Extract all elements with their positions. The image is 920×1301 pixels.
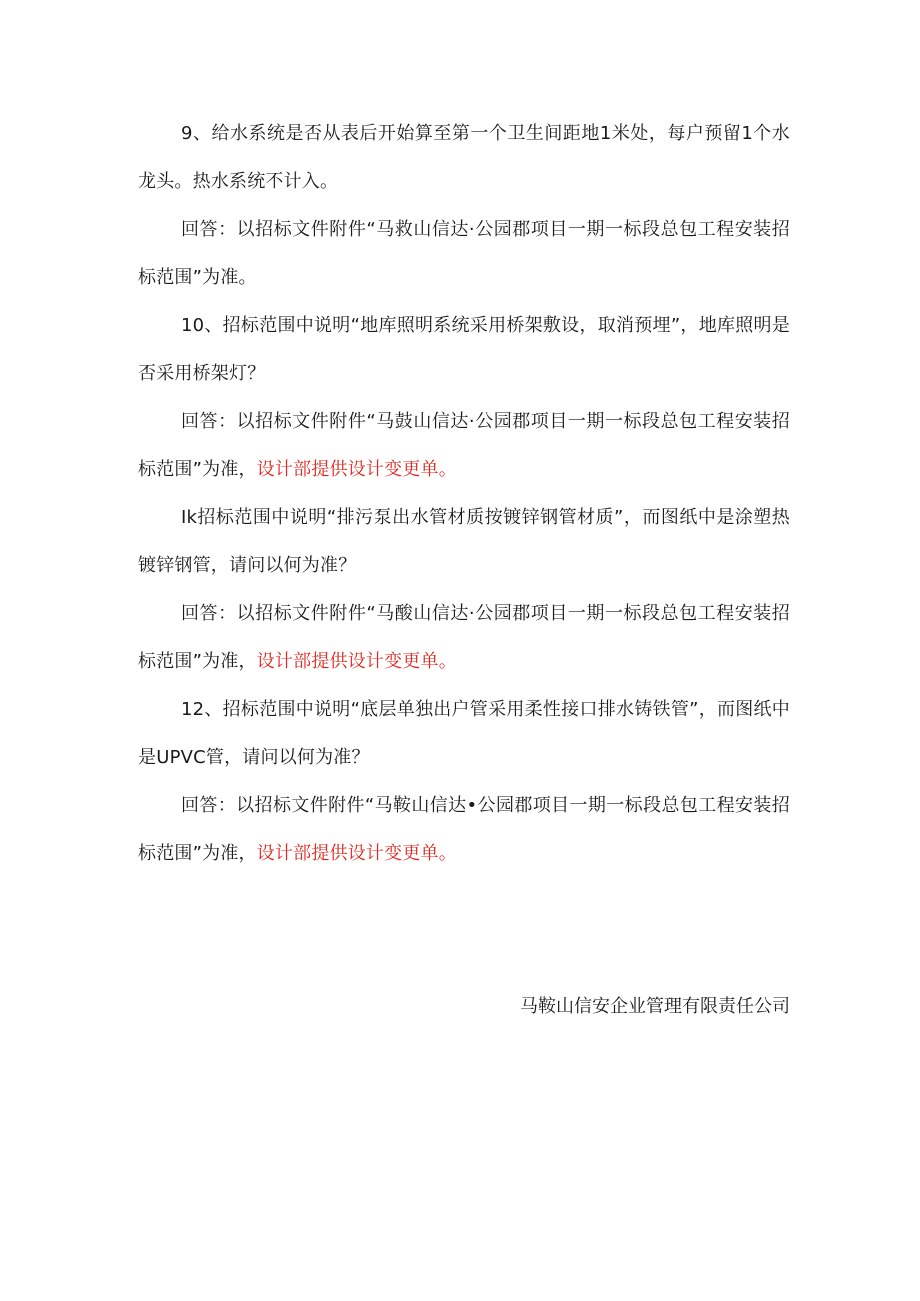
answer-10	[138, 398, 790, 494]
answer-11	[138, 590, 790, 686]
answer-12-highlight: 设计部提供设计变更单。	[256, 843, 457, 864]
question-11	[138, 494, 790, 590]
question-12-text: 12、招标范围中说明“底层单独出户管采用柔性接口排水铸铁管”，而图纸中是UPVC管，请问以何为准？	[138, 699, 790, 768]
question-10	[138, 302, 790, 398]
answer-9-text: 回答：以招标文件附件“马救山信达·公园郡项目一期一标段总包工程安装招标范围”为准。	[138, 219, 790, 288]
question-10-text: 10、招标范围中说明“地库照明系统采用桥架敷设，取消预埋”，地库照明是否采用桥架灯？	[138, 315, 790, 384]
answer-11-highlight: 设计部提供设计变更单。	[256, 651, 457, 672]
question-9	[138, 110, 790, 206]
question-9-text: 9、给水系统是否从表后开始算至第一个卫生间距地1米处，每户预留1个水龙头。热水系统不计入。	[138, 123, 790, 192]
answer-10-text: 回答：以招标文件附件“马鼓山信达·公园郡项目一期一标段总包工程安装招标范围”为准，	[138, 411, 790, 480]
answer-9	[138, 206, 790, 302]
answer-12	[138, 782, 790, 878]
company-signature: 马鞍山信安企业管理有限责任公司	[520, 996, 790, 1017]
answer-12-text: 回答：以招标文件附件“马鞍山信达•公园郡项目一期一标段总包工程安装招标范围”为准，	[138, 795, 790, 864]
question-12	[138, 686, 790, 782]
question-11-text: Ik招标范围中说明“排污泵出水管材质按镀锌钢管材质”，而图纸中是涂塑热镀锌钢管，请问以何为准？	[138, 507, 790, 576]
answer-11-text: 回答：以招标文件附件“马酸山信达·公园郡项目一期一标段总包工程安装招标范围”为准，	[138, 603, 790, 672]
answer-10-highlight: 设计部提供设计变更单。	[256, 459, 457, 480]
